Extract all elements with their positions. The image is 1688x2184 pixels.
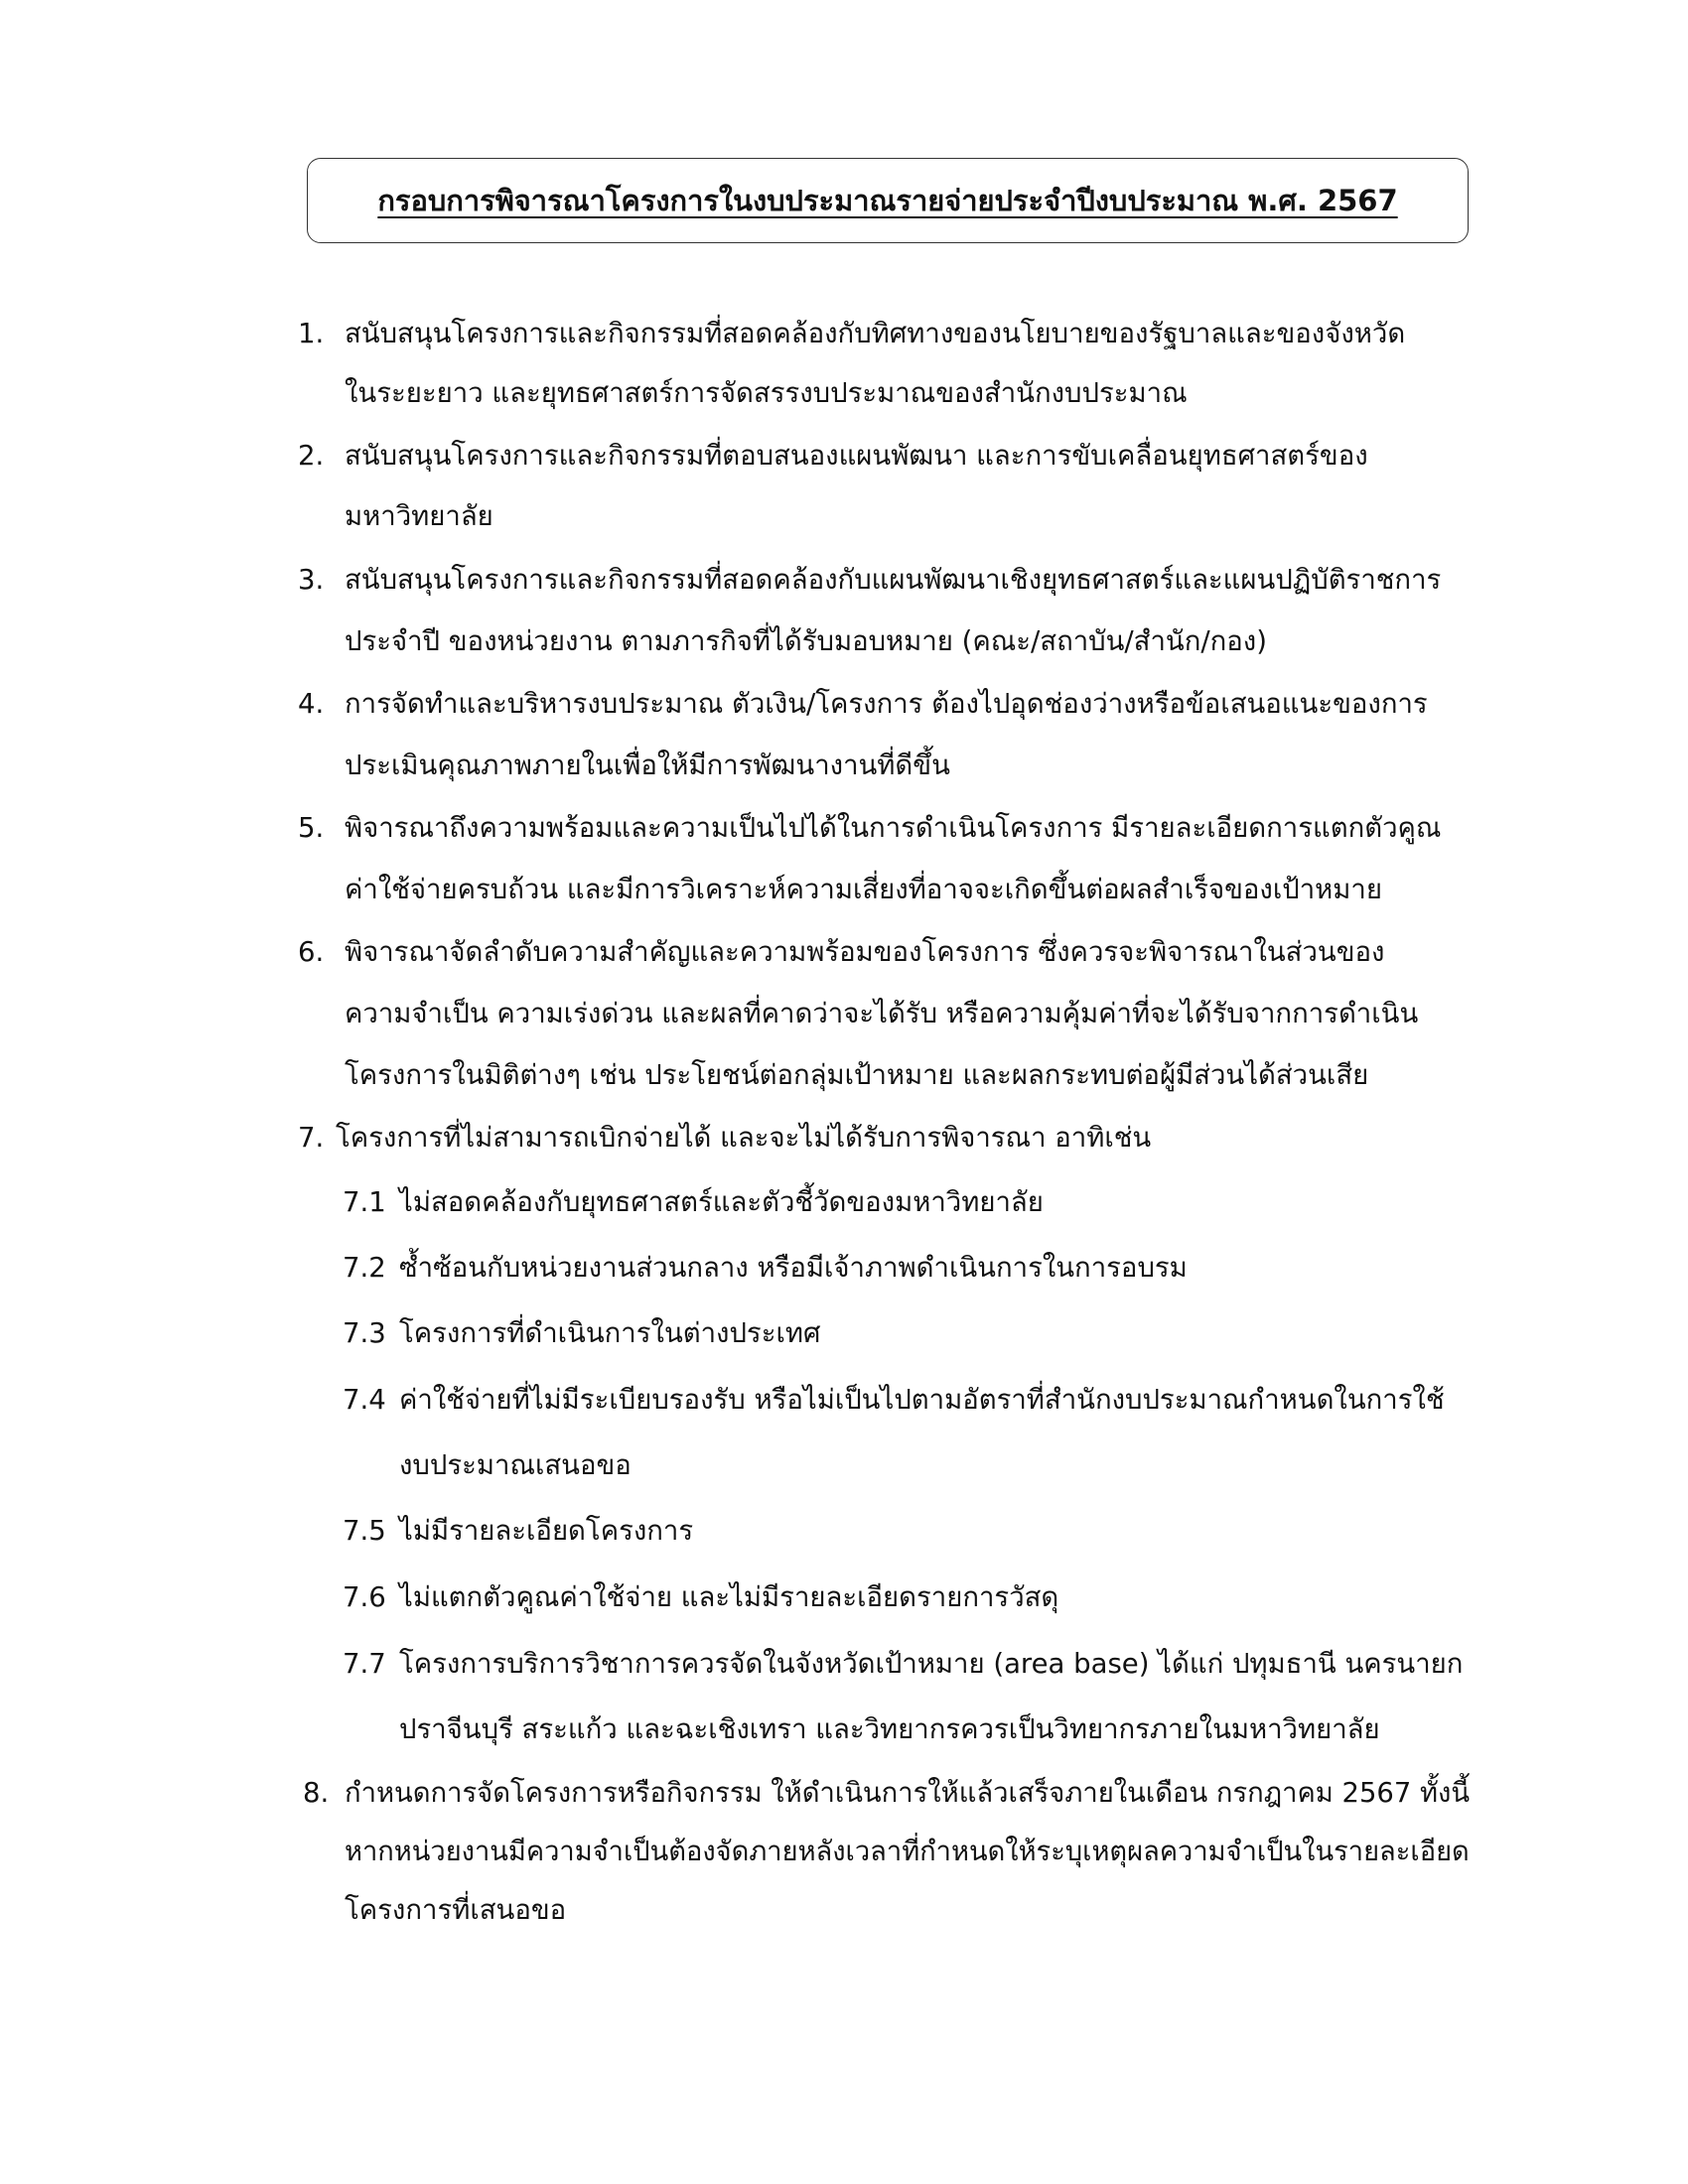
subitem-7-5-number: 7.5 — [343, 1515, 386, 1547]
item-8-number: 8. — [303, 1777, 330, 1809]
item-7-number: 7. — [298, 1122, 325, 1154]
item-6-line-2: ความจำเป็น ความเร่งด่วน และผลที่คาดว่าจะได้รับ หรือความคุ้มค่าที่จะได้รับจากการดำเนิน — [345, 998, 1419, 1029]
item-1-line-1: สนับสนุนโครงการและกิจกรรมที่สอดคล้องกับทิศทางของนโยบายของรัฐบาลและของจังหวัด — [345, 318, 1406, 349]
subitem-7-4-line-1: ค่าใช้จ่ายที่ไม่มีระเบียบรองรับ หรือไม่เป็นไปตามอัตราที่สำนักงบประมาณกำหนดในการใช้ — [399, 1384, 1445, 1416]
subitem-7-2-number: 7.2 — [343, 1252, 386, 1284]
subitem-7-2-line-1: ซ้ำซ้อนกับหน่วยงานส่วนกลาง หรือมีเจ้าภาพดำเนินการในการอบรม — [399, 1252, 1188, 1284]
item-4-number: 4. — [298, 688, 325, 720]
item-5-line-1: พิจารณาถึงความพร้อมและความเป็นไปได้ในการดำเนินโครงการ มีรายละเอียดการแตกตัวคูณ — [345, 812, 1442, 844]
item-3-number: 3. — [298, 564, 325, 596]
subitem-7-6-line-1: ไม่แตกตัวคูณค่าใช้จ่าย และไม่มีรายละเอียดรายการวัสดุ — [399, 1581, 1059, 1613]
item-6-line-1: พิจารณาจัดลำดับความสำคัญและความพร้อมของโครงการ ซึ่งควรจะพิจารณาในส่วนของ — [345, 936, 1385, 968]
subitem-7-7-number: 7.7 — [343, 1648, 386, 1680]
subitem-7-7-line-2: ปราจีนบุรี สระแก้ว และฉะเชิงเทรา และวิทยากรควรเป็นวิทยากรภายในมหาวิทยาลัย — [399, 1713, 1380, 1745]
item-1-line-2: ในระยะยาว และยุทธศาสตร์การจัดสรรงบประมาณของสำนักงบประมาณ — [345, 377, 1188, 409]
subitem-7-5-line-1: ไม่มีรายละเอียดโครงการ — [399, 1515, 694, 1547]
item-6-number: 6. — [298, 936, 325, 968]
item-4-line-1: การจัดทำและบริหารงบประมาณ ตัวเงิน/โครงการ ต้องไปอุดช่องว่างหรือข้อเสนอแนะของการ — [345, 688, 1428, 720]
item-4-line-2: ประเมินคุณภาพภายในเพื่อให้มีการพัฒนางานที่ดีขึ้น — [345, 750, 950, 781]
item-3-line-1: สนับสนุนโครงการและกิจกรรมที่สอดคล้องกับแผนพัฒนาเชิงยุทธศาสตร์และแผนปฏิบัติราชการ — [345, 564, 1442, 596]
item-2-line-2: มหาวิทยาลัย — [345, 500, 493, 532]
item-2-line-1: สนับสนุนโครงการและกิจกรรมที่ตอบสนองแผนพัฒนา และการขับเคลื่อนยุทธศาสตร์ของ — [345, 440, 1368, 472]
subitem-7-3-number: 7.3 — [343, 1317, 386, 1349]
document-title: กรอบการพิจารณาโครงการในงบประมาณรายจ่ายประจำปีงบประมาณ พ.ศ. 2567 — [377, 184, 1398, 217]
item-5-number: 5. — [298, 812, 325, 844]
item-7-line-1: โครงการที่ไม่สามารถเบิกจ่ายได้ และจะไม่ได้รับการพิจารณา อาทิเช่น — [336, 1122, 1152, 1154]
item-5-line-2: ค่าใช้จ่ายครบถ้วน และมีการวิเคราะห์ความเสี่ยงที่อาจจะเกิดขึ้นต่อผลสำเร็จของเป้าหมาย — [345, 874, 1382, 905]
item-2-number: 2. — [298, 440, 325, 472]
item-8-line-1: กำหนดการจัดโครงการหรือกิจกรรม ให้ดำเนินการให้แล้วเสร็จภายในเดือน กรกฎาคม 2567 ทั้งนี้ — [345, 1777, 1471, 1809]
subitem-7-1-number: 7.1 — [343, 1186, 386, 1218]
subitem-7-7-line-1: โครงการบริการวิชาการควรจัดในจังหวัดเป้าหมาย (area base) ได้แก่ ปทุมธานี นครนายก — [399, 1648, 1464, 1680]
subitem-7-1-line-1: ไม่สอดคล้องกับยุทธศาสตร์และตัวชี้วัดของมหาวิทยาลัย — [399, 1186, 1044, 1218]
subitem-7-6-number: 7.6 — [343, 1581, 386, 1613]
item-3-line-2: ประจำปี ของหน่วยงาน ตามภารกิจที่ได้รับมอบหมาย (คณะ/สถาบัน/สำนัก/กอง) — [345, 625, 1267, 657]
item-1-number: 1. — [298, 318, 325, 349]
item-8-line-2: หากหน่วยงานมีความจำเป็นต้องจัดภายหลังเวลาที่กำหนดให้ระบุเหตุผลความจำเป็นในรายละเอียด — [345, 1836, 1470, 1867]
subitem-7-3-line-1: โครงการที่ดำเนินการในต่างประเทศ — [399, 1317, 821, 1349]
item-8-line-3: โครงการที่เสนอขอ — [345, 1894, 567, 1926]
subitem-7-4-line-2: งบประมาณเสนอขอ — [399, 1449, 632, 1481]
title-box — [307, 158, 1469, 243]
subitem-7-4-number: 7.4 — [343, 1384, 386, 1416]
item-6-line-3: โครงการในมิติต่างๆ เช่น ประโยชน์ต่อกลุ่มเป้าหมาย และผลกระทบต่อผู้มีส่วนได้ส่วนเสีย — [345, 1059, 1369, 1091]
